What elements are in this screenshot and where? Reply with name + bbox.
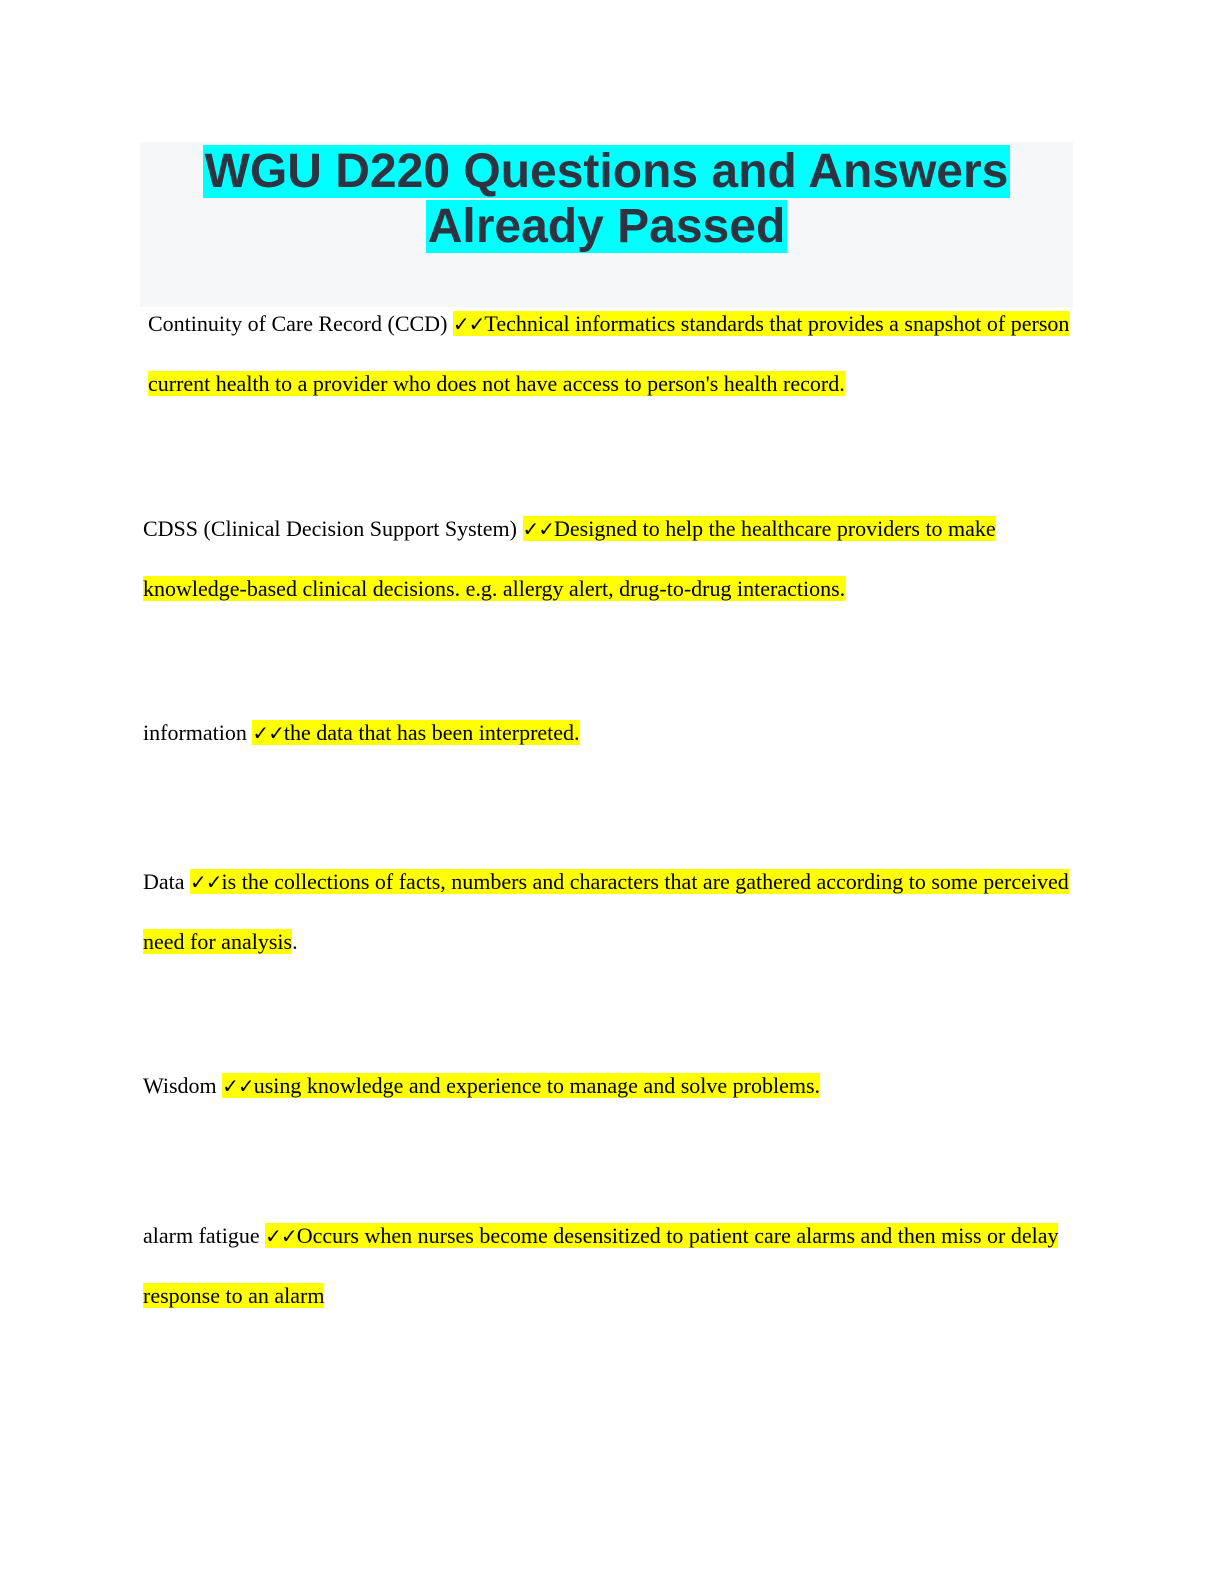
entry-answer-text: Designed to help the healthcare providers to make knowledge-based clinical decisions. e.g. allergy alert, drug-to-drug interactions. <box>143 516 996 601</box>
entry-term: CDSS (Clinical Decision Support System) <box>143 516 517 541</box>
title-line-2: Already Passed <box>427 200 786 253</box>
title-line-1: WGU D220 Questions and Answers <box>204 145 1009 198</box>
title-block <box>140 142 1073 307</box>
qa-entry-wisdom <box>143 1056 1078 1116</box>
entry-tail: . <box>292 929 298 954</box>
entry-answer-text: using knowledge and experience to manage and solve problems. <box>253 1073 821 1098</box>
check-icon: ✓✓ <box>190 870 222 894</box>
entry-term: Continuity of Care Record (CCD) <box>148 311 448 336</box>
check-icon: ✓✓ <box>452 312 485 336</box>
entry-answer-text: is the collections of facts, numbers and characters that are gathered according to some perceived need for analysis <box>143 869 1069 954</box>
entry-term: alarm fatigue <box>143 1223 260 1248</box>
qa-entry-ccd <box>148 294 1083 413</box>
check-icon: ✓✓ <box>265 1224 297 1248</box>
entry-term: Data <box>143 869 185 894</box>
qa-entry-data <box>143 852 1078 971</box>
document-title <box>140 142 1073 254</box>
qa-entry-alarm-fatigue <box>143 1206 1078 1325</box>
entry-answer <box>252 720 579 745</box>
entry-answer <box>143 1223 1058 1308</box>
entry-answer <box>222 1073 820 1098</box>
entry-term: Wisdom <box>143 1073 217 1098</box>
entry-term: information <box>143 720 247 745</box>
check-icon: ✓✓ <box>522 517 555 541</box>
entry-answer-text: Technical informatics standards that provides a snapshot of person current health to a provider who does not have access to person's health record. <box>148 311 1070 396</box>
qa-entry-information <box>143 703 1078 763</box>
entry-answer <box>143 869 1069 954</box>
check-icon: ✓✓ <box>252 721 284 745</box>
entry-answer-text: the data that has been interpreted. <box>283 720 580 745</box>
check-icon: ✓✓ <box>222 1074 254 1098</box>
entry-answer-text: Occurs when nurses become desensitized to patient care alarms and then miss or delay response to an alarm <box>143 1223 1059 1308</box>
qa-entry-cdss <box>143 499 1078 618</box>
